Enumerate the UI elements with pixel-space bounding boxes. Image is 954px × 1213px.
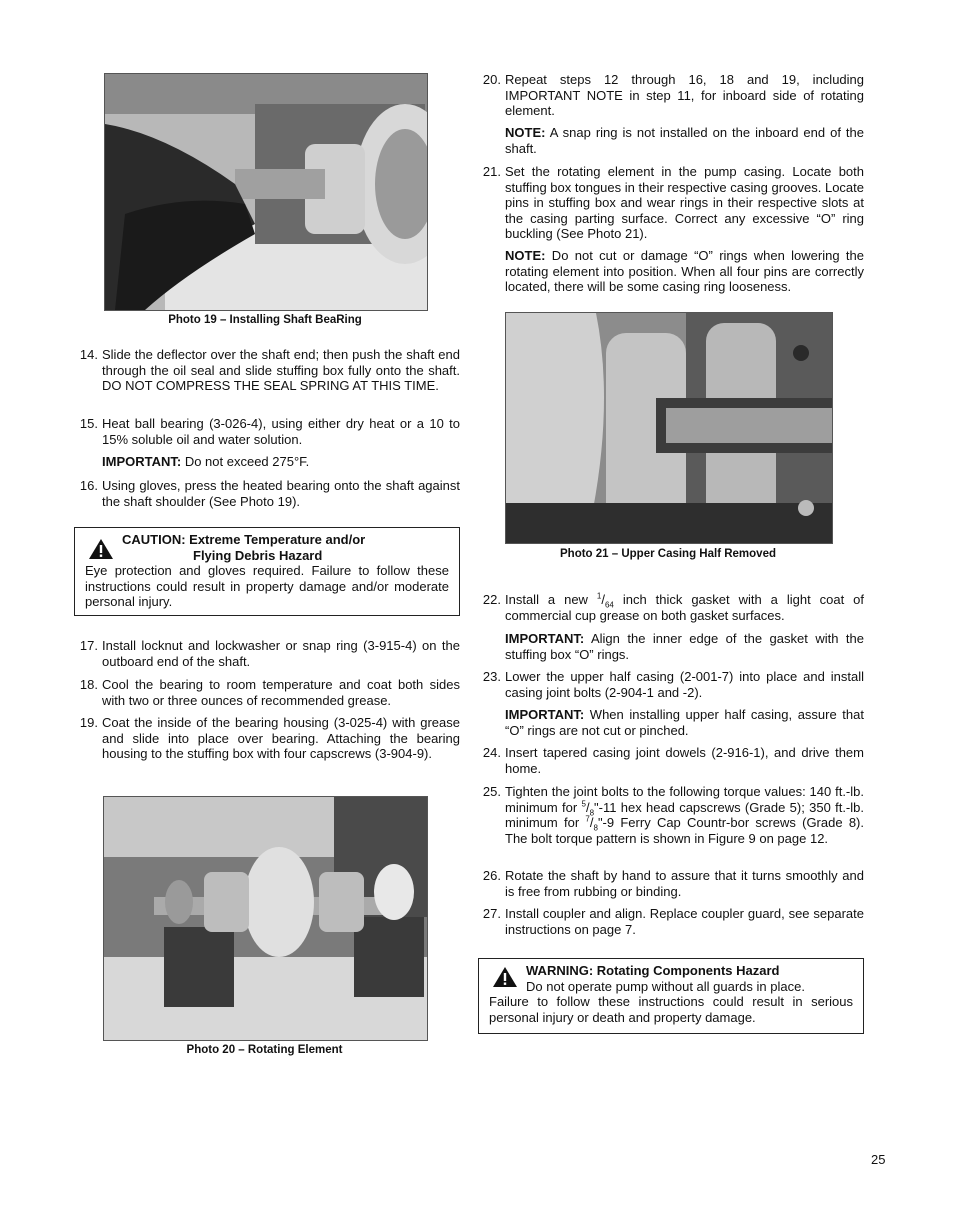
step-number: 23. [482,669,501,684]
photo-21-caption: Photo 21 – Upper Casing Half Removed [560,548,776,560]
step-number: 21. [482,164,501,179]
step-text: Repeat steps 12 through 16, 18 and 19, including IMPORTANT NOTE in step 11, for inboard side of rotating element. [505,72,864,119]
caution-box [74,527,460,616]
step-text-pre: Tighten the joint bolts to the following torque values: 140 ft.-lb. minimum for [505,784,864,815]
photo-21-image [505,312,833,544]
fraction-numerator: 7 [585,814,590,824]
step-number: 19. [79,715,98,730]
step-text: Set the rotating element in the pump casing. Locate both stuffing box tongues in their respective casing grooves. Locate pins in stuffing box and wear rings in their respective slots at the casing parting surface. Correct any excessive “O” ring buckling (See Photo 21). [505,164,864,242]
warning-body: Failure to follow these instructions could result in serious personal injury or death and property damage. [489,994,853,1025]
step-17 [79,638,460,669]
warning-triangle-icon [492,966,518,988]
step-number: 17. [79,638,98,653]
fraction-denominator: 8 [589,808,595,818]
note-text: When installing upper half casing, assure that “O” rings are not cut or pinched. [505,707,864,738]
step-22-important [505,631,864,662]
step-number: 22. [482,592,501,607]
step-text-mid: "-11 hex head capscrews (Grade 5); 350 ft.-lb. minimum for [505,799,864,831]
step-number: 25. [482,784,501,799]
step-23-important [505,707,864,738]
step-20 [482,72,864,119]
step-number: 27. [482,906,501,921]
photo-19-image [104,73,428,311]
step-16 [79,478,460,509]
step-15 [79,416,460,447]
fraction-numerator: 1 [596,591,602,601]
step-27 [482,906,864,937]
step-14 [79,347,460,394]
step-number: 16. [79,478,98,493]
note-label: NOTE: [505,125,546,140]
step-number: 24. [482,745,501,760]
photo-19-caption: Photo 19 – Installing Shaft BeaRing [168,314,362,326]
warning-title: WARNING: Rotating Components Hazard [526,963,780,978]
caution-title-line1: CAUTION: Extreme Temperature and/or [122,532,366,547]
fraction-denominator: 8 [593,823,598,833]
step-22: 22. Install a new $^1/_{64}$ inch thick gasket with a light coat of commercial cup grease on both gasket surfaces. [505,592,864,623]
step-text-post: "-9 Ferry Cap Countr-bor screws (Grade 8). The bolt torque pattern is shown in Figure 9 on page 12. [505,815,864,846]
step-21 [482,164,864,242]
photo-20-image [103,796,428,1041]
step-text: Cool the bearing to room temperature and coat both sides with two or three ounces of recommended grease. [102,677,460,708]
note-label: IMPORTANT: [505,631,585,646]
caution-title-line2: Flying Debris Hazard [193,547,323,563]
warning-triangle-icon [88,538,114,560]
note-text: A snap ring is not installed on the inboard end of the shaft. [505,125,864,156]
step-text-pre: Install a new [505,592,597,607]
page-number: 25 [871,1152,886,1167]
step-19 [79,715,460,762]
step-number: 15. [79,416,98,431]
step-number: 18. [79,677,98,692]
caution-body: Eye protection and gloves required. Failure to follow these instructions could result in property damage and/or moderate personal injury. [85,563,449,610]
warning-line1: Do not operate pump without all guards in place. [526,978,805,994]
step-number: 20. [482,72,501,87]
step-15-important [102,454,460,470]
note-text: Do not exceed 275°F. [181,454,310,469]
step-24 [482,745,864,776]
step-text: Using gloves, press the heated bearing onto the shaft against the shaft shoulder (See Photo 19). [102,478,460,509]
step-26 [482,868,864,899]
step-text: Heat ball bearing (3-026-4), using either dry heat or a 10 to 15% soluble oil and water solution. [102,416,460,447]
step-text: Slide the deflector over the shaft end; then push the shaft end through the oil seal and slide stuffing box fully onto the shaft. DO NOT COMPRESS THE SEAL SPRING AT THIS TIME. [102,347,460,394]
note-label: IMPORTANT: [102,454,182,469]
photo-20-caption: Photo 20 – Rotating Element [186,1044,343,1056]
note-label: IMPORTANT: [505,707,585,722]
fraction-denominator: 64 [604,600,614,610]
step-25: 25. Tighten the joint bolts to the following torque values: 140 ft.-lb. minimum for $^5/_8"-11$ hex head capscrews (Grade 5); 350 ft.-lb. minimum for $^7/_8"-9$ Ferry Cap Countr-bor screws (Grade 8). The bolt torque pattern is shown in Figure 9 on page 12. [505,784,864,846]
note-text: Align the inner edge of the gasket with the stuffing box “O” rings. [505,631,864,662]
step-text: Coat the inside of the bearing housing (3-025-4) with grease and slide into place over bearing. Attaching the bearing housing to the stuffing box with four capscrews (3-904-9). [102,715,460,762]
step-text: Install coupler and align. Replace coupler guard, see separate instructions on page 7. [505,906,864,937]
step-18 [79,677,460,708]
step-text-post: inch thick gasket with a light coat of commercial cup grease on both gasket surfaces. [505,592,865,623]
step-text: Rotate the shaft by hand to assure that it turns smoothly and is free from rubbing or binding. [505,868,864,899]
step-23 [482,669,864,700]
step-text: Lower the upper half casing (2-001-7) into place and install casing joint bolts (2-904-1 and -2). [505,669,864,700]
step-21-note [505,248,864,295]
note-label: NOTE: [505,248,546,263]
step-text: Install locknut and lockwasher or snap ring (3-915-4) on the outboard end of the shaft. [102,638,460,669]
note-text: Do not cut or damage “O” rings when lowering the rotating element into position. When all four pins are correctly located, there will be some casing ring looseness. [505,248,864,295]
step-text: Insert tapered casing joint dowels (2-916-1), and drive them home. [505,745,864,776]
fraction-numerator: 5 [581,799,586,809]
step-20-note [505,125,864,156]
warning-box [478,958,864,1034]
step-number: 14. [79,347,98,362]
step-number: 26. [482,868,501,883]
